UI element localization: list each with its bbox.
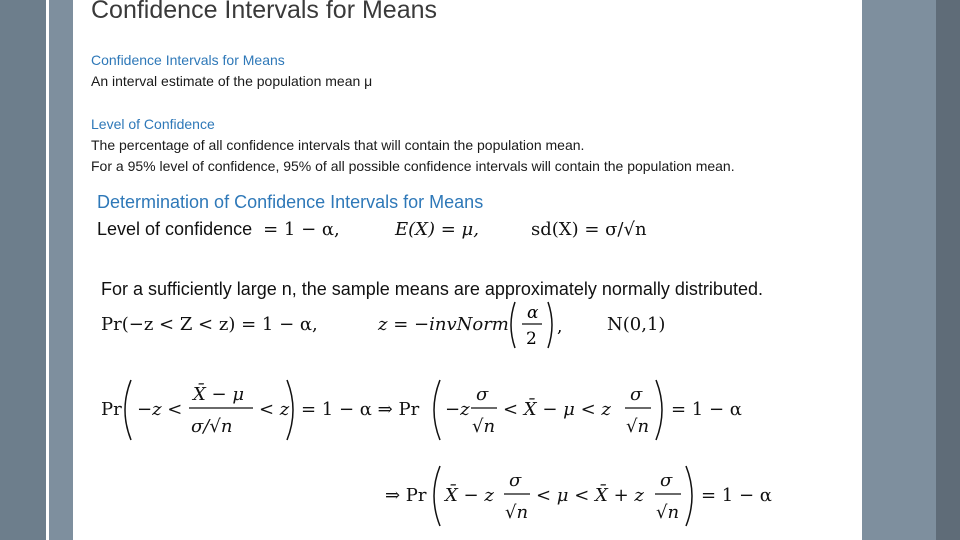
svg-text:X̄ − z: X̄ − z <box>445 485 494 506</box>
alpha-over-two-fraction <box>509 298 569 352</box>
interval-result: = 1 − α <box>701 485 772 506</box>
pr-label: Pr <box>101 399 122 420</box>
fraction-numerator: α <box>527 303 539 323</box>
left-dark-band <box>0 0 46 540</box>
svg-text:σ: σ <box>630 384 643 405</box>
probability-equation: Pr(−z < Z < z) = 1 − α, <box>101 314 318 335</box>
svg-text:√n: √n <box>505 502 529 523</box>
svg-text:σ: σ <box>660 470 673 491</box>
z-equation <box>378 314 509 335</box>
svg-text:−z <: −z < <box>137 399 183 420</box>
interval-implies-pr: ⇒ Pr <box>385 485 427 506</box>
sd-equation: sd(X) = σ/√n <box>531 219 647 240</box>
right-mid-band <box>862 0 936 540</box>
right-paren <box>548 302 552 348</box>
pivot-equation <box>101 374 761 444</box>
fraction-denominator: 2 <box>526 329 537 349</box>
slide <box>73 0 862 540</box>
level-label: Level of confidence <box>97 219 253 239</box>
svg-text:σ/√n: σ/√n <box>191 416 233 437</box>
ci-definition: An interval estimate of the population mean μ <box>91 73 373 89</box>
right-dark-band <box>936 0 960 540</box>
svg-text:σ: σ <box>509 470 522 491</box>
z-definition: z = −invNorm <box>378 314 509 335</box>
svg-text:√n: √n <box>656 502 680 523</box>
level-definition: The percentage of all confidence intervals that will contain the population mean. <box>91 137 585 153</box>
level-of-confidence-row <box>97 219 340 240</box>
level-example: For a 95% level of confidence, 95% of all possible confidence intervals will contain the population mean. <box>91 158 735 174</box>
left-paren <box>511 302 515 348</box>
slide-title: Confidence Intervals for Means <box>91 0 438 24</box>
level-equation: = 1 − α, <box>263 219 340 240</box>
svg-text:σ: σ <box>476 384 489 405</box>
left-mid-band <box>49 0 73 540</box>
svg-text:X̄ − μ: X̄ − μ <box>193 384 245 405</box>
standard-normal: N(0,1) <box>607 314 666 335</box>
svg-text:√n: √n <box>472 416 496 437</box>
svg-text:√n: √n <box>626 416 650 437</box>
svg-text:< X̄ − μ < z: < X̄ − μ < z <box>503 399 611 420</box>
svg-text:< z: < z <box>259 399 290 420</box>
svg-text:,: , <box>557 317 563 337</box>
section-heading-ci: Confidence Intervals for Means <box>91 52 285 68</box>
pivot-implication: = 1 − α ⇒ Pr <box>301 399 420 420</box>
determination-heading: Determination of Confidence Intervals for Means <box>97 192 484 212</box>
section-heading-level: Level of Confidence <box>91 116 215 132</box>
expectation-equation: E(X) = μ, <box>395 219 479 240</box>
svg-text:< μ < X̄ + z: < μ < X̄ + z <box>536 485 644 506</box>
svg-text:−z: −z <box>445 399 470 420</box>
pivot-result: = 1 − α <box>671 399 742 420</box>
normal-statement: For a sufficiently large n, the sample means are approximately normally distributed. <box>101 279 763 299</box>
interval-equation <box>385 460 785 530</box>
